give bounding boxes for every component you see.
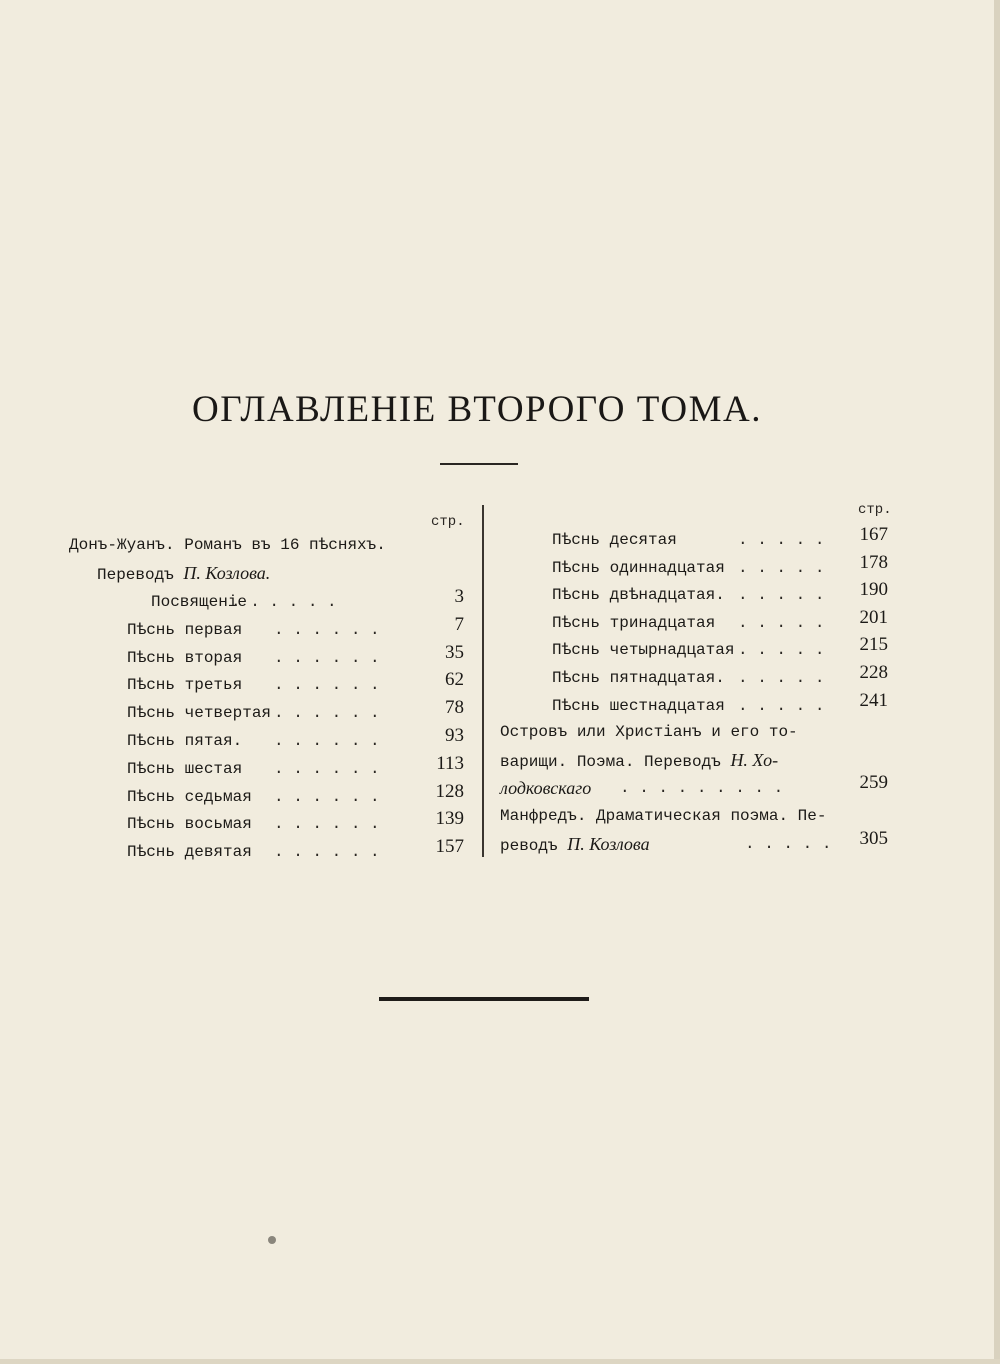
toc-entry-label: Пѣснь третья: [127, 676, 243, 695]
toc-entry: [552, 696, 825, 716]
toc-entry-label: Пѣснь тринадцатая: [552, 613, 716, 632]
toc-entry-page: 128: [435, 780, 464, 802]
toc-entry-dots: . . . . .: [738, 531, 825, 549]
toc-entry-page: 7: [454, 613, 464, 635]
toc-entry-page: 228: [859, 662, 888, 683]
toc-entry: [552, 585, 825, 605]
toc-entry-dots: . . . . .: [738, 586, 825, 605]
ostrov-translator-part1: Н. Хо-: [730, 750, 779, 770]
toc-entry-dots: . . . . .: [738, 696, 825, 715]
page-edge: [994, 0, 1000, 1364]
left-page-abbrev: стр.: [431, 514, 465, 530]
manfred-line1: Манфредъ. Драматическая поэма. Пе-: [500, 807, 827, 825]
toc-entry-label: Пѣснь двѣнадцатая.: [552, 586, 725, 605]
toc-entry: [127, 731, 380, 751]
toc-entry-dots: . . . . .: [738, 613, 825, 632]
toc-entry-label: Пѣснь шестая: [127, 759, 243, 778]
toc-entry-page: 157: [435, 836, 464, 858]
ostrov-line2-prefix: варищи. Поэма. Переводъ: [500, 753, 731, 771]
ostrov-dots: . . . . . . . . .: [620, 779, 784, 797]
toc-entry: [127, 675, 380, 695]
toc-entry-dots: . . . . . .: [274, 787, 380, 806]
end-rule: [379, 997, 589, 1001]
toc-entry: [127, 648, 380, 668]
toc-entry-dots: . . . . . .: [274, 648, 380, 667]
toc-entry-dots: . . . . .: [738, 669, 825, 687]
toc-entry-dots: . . . . . .: [274, 620, 380, 639]
toc-entry: [552, 613, 825, 633]
toc-entry-dots: . . . . . .: [274, 759, 380, 778]
manfred-translator: П. Козлова: [567, 834, 650, 854]
toc-entry: [552, 668, 825, 688]
toc-entry-dots: . . . . . .: [274, 815, 380, 834]
left-heading-line1: Донъ-Жуанъ. Романъ въ 16 пѣсняхъ.: [69, 536, 386, 554]
toc-entry: [127, 787, 380, 807]
toc-entry-label: Пѣснь шестнадцатая: [552, 696, 725, 715]
toc-entry-page: 215: [859, 634, 888, 656]
toc-entry: [552, 558, 825, 578]
ostrov-page: 259: [859, 772, 888, 793]
left-heading-line2: [97, 563, 270, 585]
manfred-line2-prefix: реводъ: [500, 837, 568, 855]
toc-entry: [552, 530, 825, 550]
toc-entry: [127, 759, 380, 779]
toc-entry-dots: . . . . . .: [274, 704, 380, 723]
left-heading-translator-prefix: Переводъ: [97, 566, 184, 584]
toc-entry-page: 62: [445, 669, 464, 691]
paper-speck: [268, 1236, 276, 1244]
toc-entry-label: Пѣснь вторая: [127, 648, 243, 667]
toc-entry-label: Пѣснь пятнадцатая.: [552, 669, 725, 687]
toc-entry-page: 190: [859, 579, 888, 601]
toc-entry-page: 93: [445, 725, 464, 746]
manfred-dots: . . . . .: [745, 835, 832, 853]
ostrov-line2: [500, 750, 778, 772]
toc-entry-page: 113: [436, 752, 464, 774]
left-heading-translator: П. Козлова.: [183, 563, 271, 583]
toc-entry-dots: . . . . . .: [231, 593, 337, 611]
ostrov-translator-part2: лодковскаго: [500, 778, 592, 798]
page-edge-bottom: [0, 1359, 1000, 1364]
toc-entry-label: Пѣснь одиннадцатая: [552, 558, 725, 577]
toc-entry-dots: . . . . . .: [274, 676, 380, 695]
toc-entry-page: 139: [435, 808, 464, 830]
toc-entry: [552, 640, 825, 660]
page-title: ОГЛАВЛЕНІЕ ВТОРОГО ТОМА.: [192, 389, 762, 430]
toc-entry: [127, 703, 380, 723]
toc-entry-label: Пѣснь первая: [127, 620, 243, 639]
toc-entry-dots: . . . . . .: [274, 732, 380, 750]
toc-entry-dots: . . . . . .: [274, 843, 380, 862]
ostrov-line1: Островъ или Христіанъ и его то-: [500, 723, 798, 741]
title-rule: [440, 463, 518, 465]
toc-entry-label: Пѣснь седьмая: [127, 787, 252, 806]
toc-entry-label: Пѣснь четвертая: [127, 704, 272, 723]
column-divider: [482, 505, 484, 857]
right-page-abbrev: стр.: [858, 502, 892, 518]
toc-entry: [127, 814, 380, 834]
toc-entry-page: 178: [859, 551, 888, 573]
toc-entry-dots: . . . . .: [738, 558, 825, 577]
toc-entry-label: Пѣснь пятая.: [127, 732, 243, 750]
toc-entry-page: 167: [859, 524, 888, 545]
toc-entry-label: Пѣснь девятая: [127, 843, 252, 862]
toc-entry-label: Пѣснь четырнадцатая: [552, 641, 735, 660]
toc-entry-page: 3: [454, 586, 464, 607]
toc-entry-dots: . . . . .: [738, 641, 825, 660]
ostrov-line3: [500, 778, 784, 800]
manfred-page: 305: [859, 828, 888, 849]
manfred-line2: [500, 834, 832, 856]
toc-entry: [127, 620, 380, 640]
toc-entry-label: Пѣснь десятая: [552, 531, 677, 549]
toc-entry-page: 201: [859, 606, 888, 628]
toc-entry-label: Посвященіе: [151, 593, 248, 611]
toc-entry-page: 35: [445, 641, 464, 663]
toc-entry-label: Пѣснь восьмая: [127, 815, 252, 834]
toc-entry-page: 241: [859, 689, 888, 711]
toc-entry-page: 78: [445, 697, 464, 719]
toc-entry: [151, 592, 337, 612]
toc-entry: [127, 842, 380, 862]
